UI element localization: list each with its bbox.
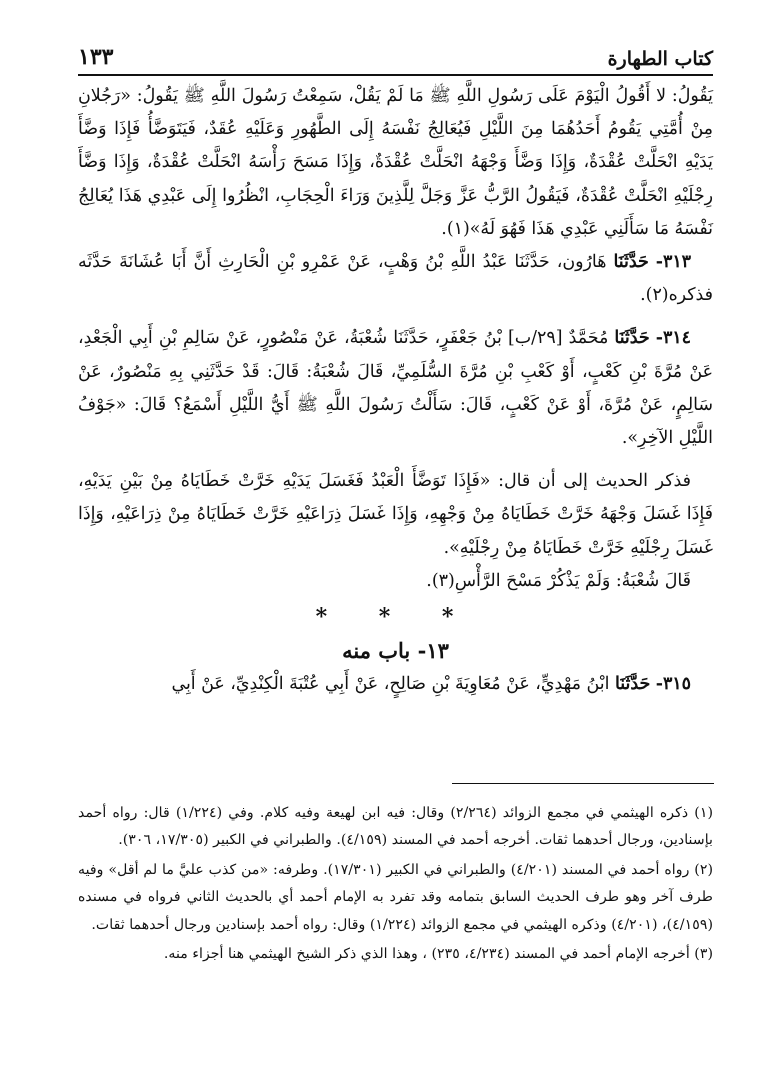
spacer: [78, 312, 713, 322]
chain-opening: حَدَّثَنَا: [613, 252, 649, 273]
hadith-continuation: فذكر الحديث إلى أن قال: «فَإِذَا تَوَضَّأَ الْعَبْدُ فَغَسَلَ يَدَيْهِ خَرَّتْ خَطَايَاهُ مِنْ بَيْنِ يَدَيْهِ، فَإِذَا غَسَلَ وَجْهَهُ خَرَّتْ خَطَايَاهُ مِنْ وَجْهِهِ، وَإِذَا غَسَلَ ذِرَاعَيْهِ خَرَّتْ خَطَايَاهُ مِنْ ذِرَاعَيْهِ، وَإِذَا غَسَلَ رِجْلَيْهِ خَرَّتْ خَطَايَاهُ مِنْ رِجْلَيْهِ».: [78, 471, 713, 558]
page-number: ١٣٣: [78, 44, 114, 70]
hadith-text: مُحَمَّدٌ [٢٩/ب] بْنُ جَعْفَرٍ، حَدَّثَنَا شُعْبَةُ، عَنْ مَنْصُورٍ، عَنْ سَالِمِ بْنِ أَبِي الْجَعْدِ، عَنْ مُرَّةَ بْنِ كَعْبٍ، أَوْ كَعْبِ بْنِ مُرَّةَ السُّلَمِيِّ، قَالَ شُعْبَةُ: قَالَ: قَدْ حَدَّثَنِي بِهِ مَنْصُورٌ، عَنْ سَالِمٍ، عَنْ مُرَّةَ، أَوْ عَنْ كَعْبٍ، قَالَ: سَأَلْتُ رَسُولَ اللَّهِ ﷺ أَيُّ اللَّيْلِ أَسْمَعُ؟ قَالَ: «جَوْفُ اللَّيْلِ الآخِرِ».: [78, 328, 713, 449]
footnotes: [78, 800, 713, 968]
hadith-text: هَارُون، حَدَّثَنَا عَبْدُ اللَّهِ بْنُ وَهْبٍ، عَنْ عَمْرِو بْنِ الْحَارِثِ أَنَّ أَبَا عُشَانَةَ حَدَّثَه فذكره(٢).: [78, 252, 713, 306]
chain-opening: حَدَّثَنَا: [614, 674, 651, 695]
header-rule: [78, 74, 713, 76]
hadith-number: ٣١٤-: [655, 328, 691, 349]
running-head: [78, 40, 713, 70]
hadith-number: ٣١٣-: [655, 252, 692, 273]
chapter-heading: ١٣- باب منه: [342, 638, 449, 664]
hadith-number: ٣١٥-: [655, 674, 691, 695]
shuba-remark: قَالَ شُعْبَةُ: وَلَمْ يَذْكُرْ مَسْحَ الرَّأْسِ(٣).: [426, 570, 691, 591]
footnote-1: (١) ذكره الهيثمي في مجمع الزوائد (٢/٢٦٤) وقال: فيه ابن لهيعة وفيه كلام. وفي (١/٢٢٤) قال: رواه أحمد بإسنادين، ورجال أحدهما ثقات. أخرجه أحمد في المسند (٤/١٥٩). والطبراني في الكبير (١٧/٣٠٥، ٣٠٦).: [78, 805, 713, 849]
hadith-315: [78, 668, 713, 701]
footnote-2: (٢) رواه أحمد في المسند (٤/٢٠١) والطبراني في الكبير (١٧/٣٠١). وطرفه: «من كذب عليَّ ما لم أقل» وفيه طرف آخر وهو طرف الحديث السابق بتمامه وقد تفرد به الإمام أحمد أي بالحديث الثاني فرواه في مسنده (٤/١٥٩)، (٤/٢٠١) وذكره الهيثمي في مجمع الزوائد (١/٢٢٤) وقال: رواه أحمد بإسنادين ورجال أحدهما ثقات.: [78, 861, 713, 933]
hadith-313: [78, 246, 713, 312]
footnote-rule: [452, 783, 714, 784]
hadith-text: ابْنُ مَهْدِيٍّ، عَنْ مُعَاوِيَةَ بْنِ صَالِحٍ، عَنْ أَبِي عُتْبَةَ الْكِنْدِيِّ، عَنْ أَبِي: [171, 674, 610, 695]
spacer: [78, 455, 713, 465]
hadith-continuation-paragraph: يَقُولُ: لا أَقُولُ الْيَوْمَ عَلَى رَسُولِ اللَّهِ ﷺ مَا لَمْ يَقُلْ، سَمِعْتُ رَسُولَ اللَّهِ ﷺ يَقُولُ: «رَجُلانِ مِنْ أُمَّتِي يَقُومُ أَحَدُهُمَا مِنَ اللَّيْلِ فَيُعَالِجُ نَفْسَهُ إِلَى الطَّهُورِ وَعَلَيْهِ عُقَدٌ، فَيَتَوَضَّأُ فَإِذَا وَضَّأَ يَدَيْهِ انْحَلَّتْ عُقْدَةٌ، وَإِذَا وَضَّأَ وَجْهَهُ انْحَلَّتْ عُقْدَةٌ، وَإِذَا مَسَحَ رَأْسَهُ انْحَلَّتْ عُقْدَةٌ، وَإِذَا وَضَّأَ رِجْلَيْهِ انْحَلَّتْ عُقْدَةٌ، فَيَقُولُ الرَّبُّ عَزَّ وَجَلَّ لِلَّذِينَ وَرَاءَ الْحِجَابِ، انْظُرُوا إِلَى عَبْدِي هَذَا يُعَالِجُ نَفْسَهُ مَا سَأَلَنِي عَبْدِي هَذَا فَهُوَ لَهُ»(١).: [78, 86, 713, 239]
footnote-3: (٣) أخرجه الإمام أحمد في المسند (٤/٢٣٤، ٢٣٥) ، وهذا الذي ذكر الشيخ الهيثمي هنا أجزاء منه.: [163, 946, 713, 963]
hadith-314: [78, 322, 713, 455]
book-title: كتاب الطهارة: [607, 48, 713, 70]
section-separator: * * *: [315, 604, 476, 631]
main-text: [78, 80, 713, 701]
chain-opening: حَدَّثَنَا: [614, 328, 650, 349]
